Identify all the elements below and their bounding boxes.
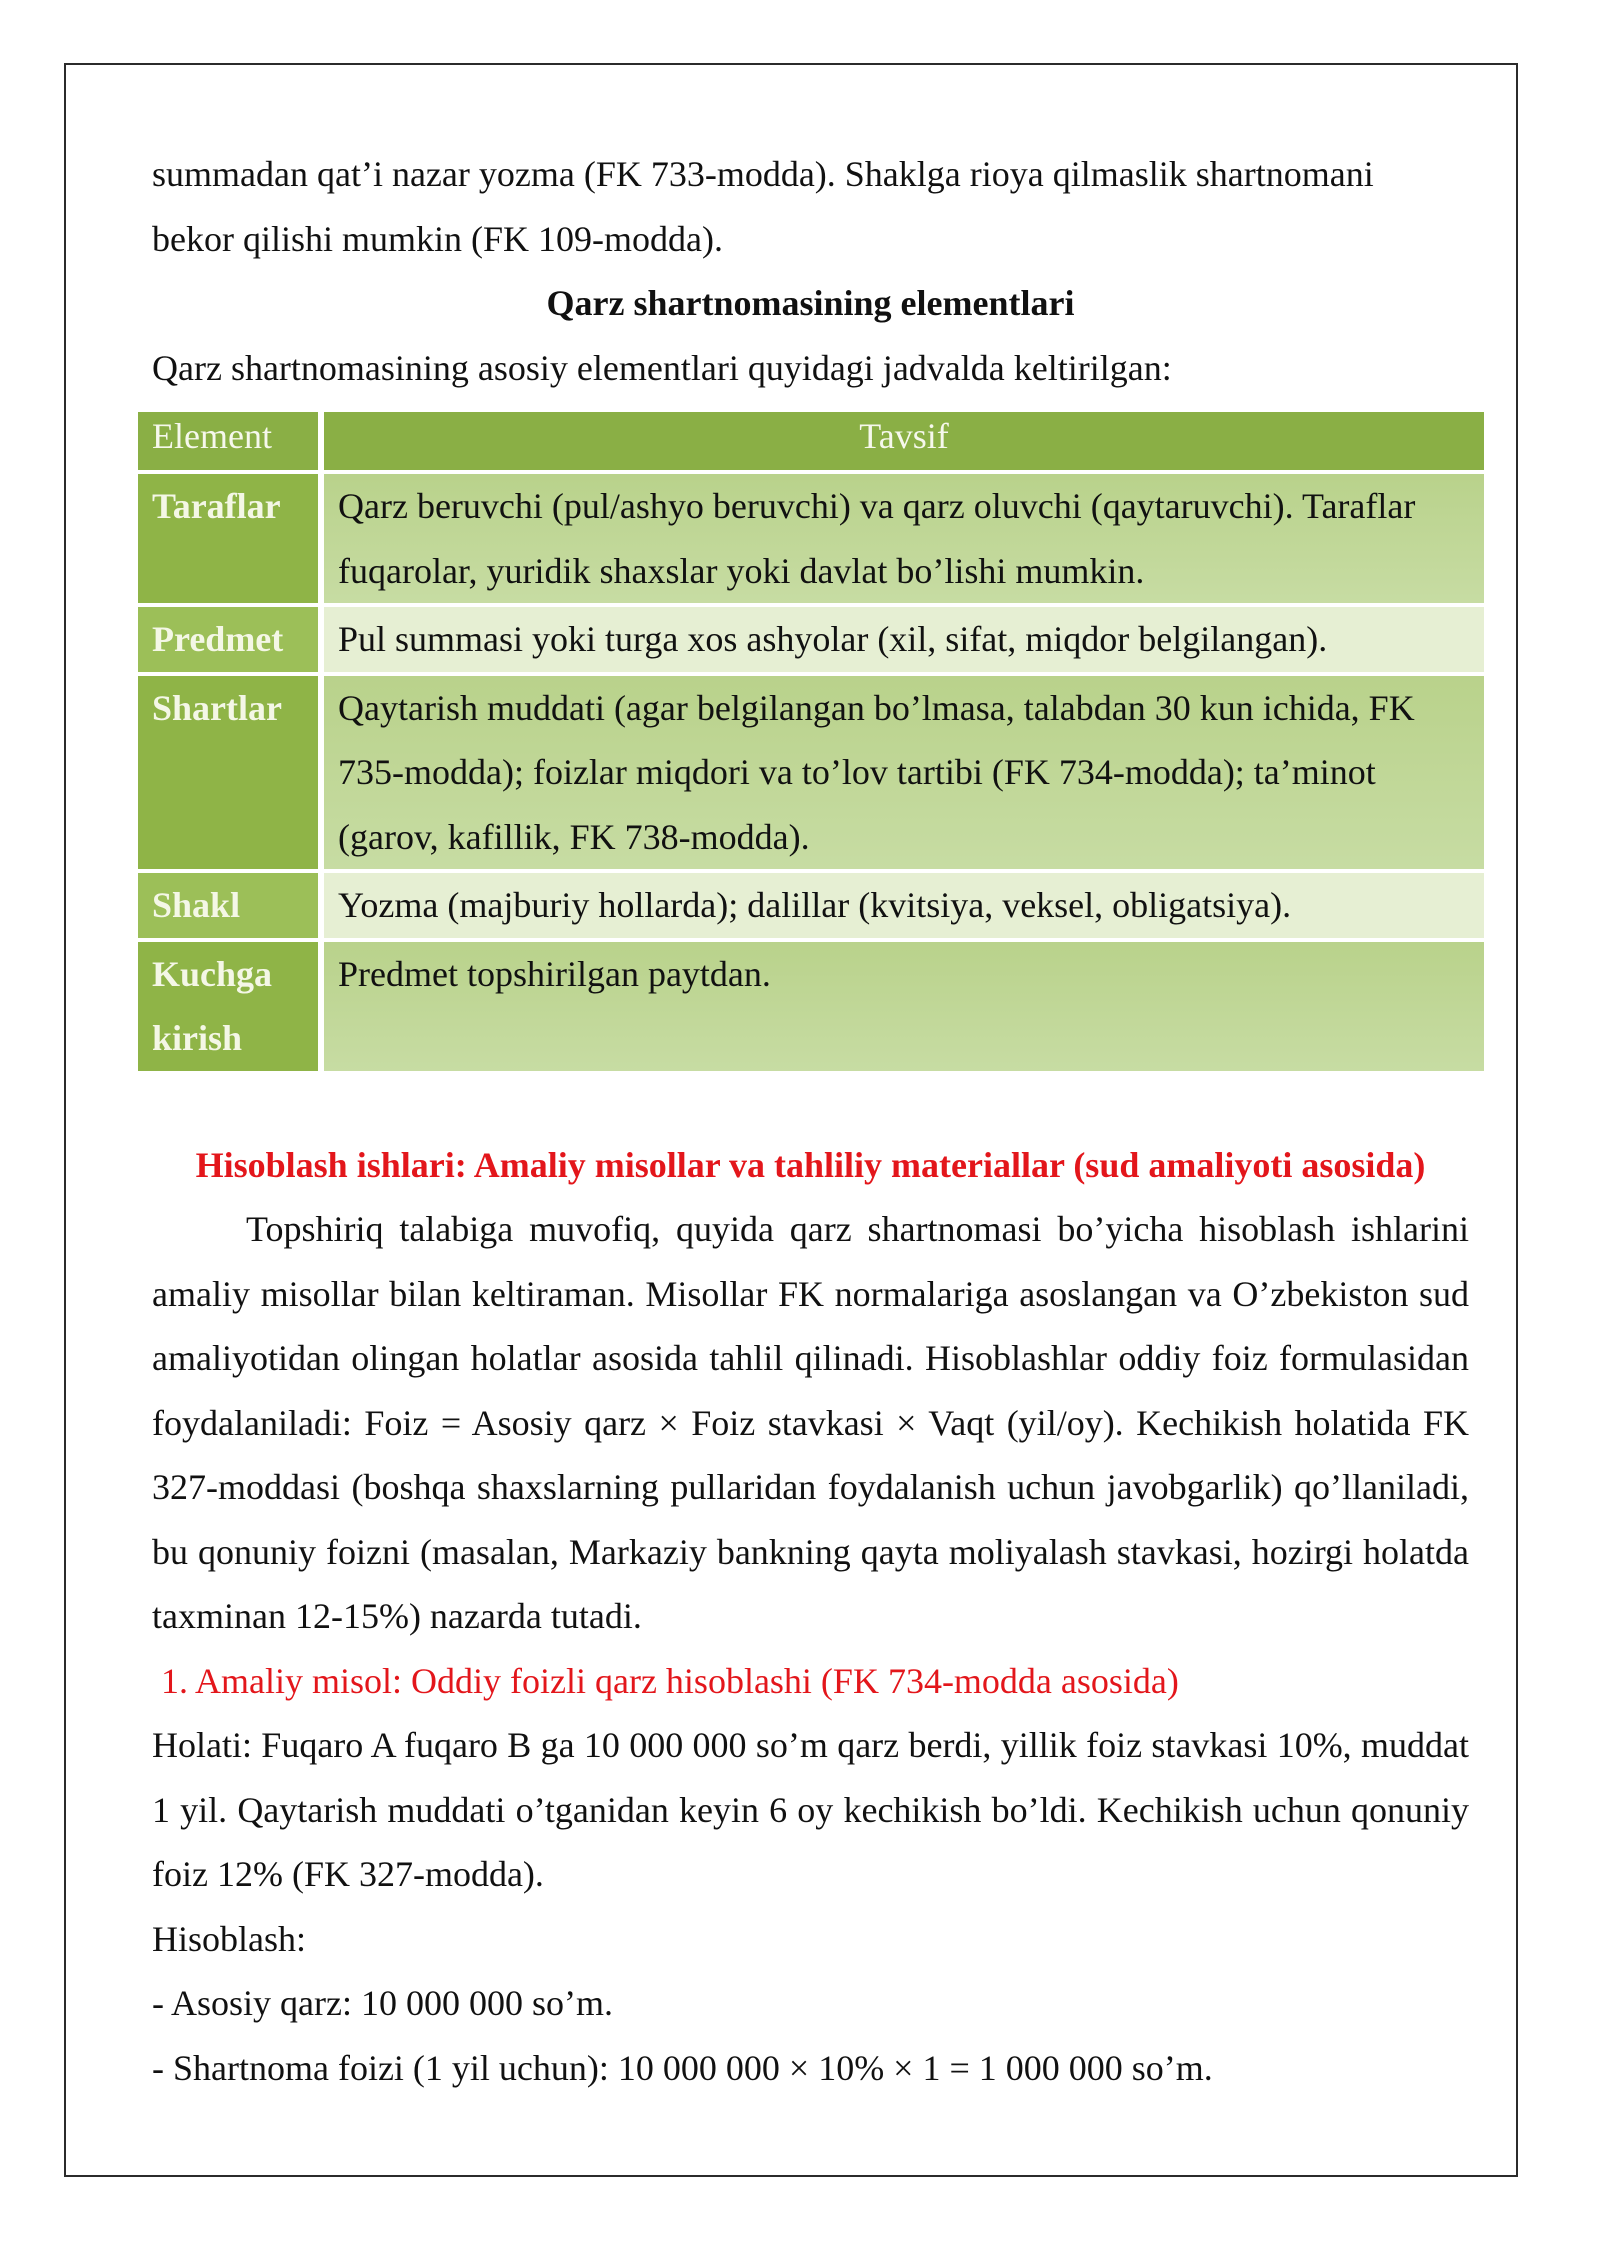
table-row (138, 607, 1484, 676)
row-description: Yozma (majburiy hollarda); dalillar (kvitsiya, veksel, obligatsiya). (324, 873, 1484, 942)
intro-line-2: bekor qilishi mumkin (FK 109-modda). (152, 218, 723, 259)
header-description: Tavsif (324, 412, 1484, 474)
example-1-calc-label: Hisoblash: (152, 1918, 307, 1959)
row-element: Taraflar (138, 474, 324, 607)
table-row (138, 474, 1484, 607)
table-header-row (138, 412, 1484, 474)
row-element: Shakl (138, 873, 324, 942)
example-1-situation: Holati: Fuqaro A fuqaro B ga 10 000 000 so’m qarz berdi, yillik foiz stavkasi 10%, muddat 1 yil. Qaytarish muddati o’tganidan keyin 6 oy kechikish bo’ldi. Kechikish uchun qonuniy foiz 12% (FK 327-modda). (152, 1725, 1469, 1894)
table-row (138, 676, 1484, 874)
header-element: Element (138, 412, 324, 474)
example-1-heading: 1. Amaliy misol: Oddiy foizli qarz hisoblashi (FK 734-modda asosida) (152, 1660, 1179, 1701)
elements-table (138, 412, 1484, 1075)
row-description: Qarz beruvchi (pul/ashyo beruvchi) va qarz oluvchi (qaytaruvchi). Taraflar fuqarolar, yuridik shaxslar yoki davlat bo’lishi mumkin. (324, 474, 1484, 607)
section-title: Qarz shartnomasining elementlari (546, 283, 1075, 323)
example-1-item: - Asosiy qarz: 10 000 000 so’m. (152, 1983, 613, 2023)
row-description: Qaytarish muddati (agar belgilangan bo’lmasa, talabdan 30 kun ichida, FK 735-modda); foizlar miqdori va to’lov tartibi (FK 734-modda); ta’minot (garov, kafillik, FK 738-modda). (324, 676, 1484, 874)
row-description: Pul summasi yoki turga xos ashyolar (xil, sifat, miqdor belgilangan). (324, 607, 1484, 676)
row-element: Shartlar (138, 676, 324, 874)
row-element: Predmet (138, 607, 324, 676)
table-row (138, 942, 1484, 1075)
table-intro: Qarz shartnomasining asosiy elementlari quyidagi jadvalda keltirilgan: (152, 347, 1172, 388)
example-1-item: - Shartnoma foizi (1 yil uchun): 10 000 000 × 10% × 1 = 1 000 000 so’m. (152, 2047, 1213, 2088)
intro-line-1: summadan qat’i nazar yozma (FK 733-modda). Shaklga rioya qilmaslik shartnomani (152, 154, 1374, 194)
calc-heading: Hisoblash ishlari: Amaliy misollar va tahliliy materiallar (sud amaliyoti asosida) (195, 1144, 1426, 1185)
table-row (138, 873, 1484, 942)
calc-paragraph: Topshiriq talabiga muvofiq, quyida qarz shartnomasi bo’yicha hisoblash ishlarini amaliy misollar bilan keltiraman. Misollar FK normalariga asoslangan va O’zbekiston sud amaliyotidan olingan holatlar asosida tahlil qilinadi. Hisoblashlar oddiy foiz formulasidan foydalaniladi: Foiz = Asosiy qarz × Foiz stavkasi × Vaqt (yil/oy). Kechikish holatida FK 327-moddasi (boshqa shaxslarning pullaridan foydalanish uchun javobgarlik) qo’llaniladi, bu qonuniy foizni (masalan, Markaziy bankning qayta moliyalash stavkasi, hozirgi holatda taxminan 12-15%) nazarda tutadi. (152, 1209, 1469, 1636)
row-description: Predmet topshirilgan paytdan. (324, 942, 1484, 1075)
document-body (152, 142, 1469, 2100)
row-element: Kuchga kirish (138, 942, 324, 1075)
